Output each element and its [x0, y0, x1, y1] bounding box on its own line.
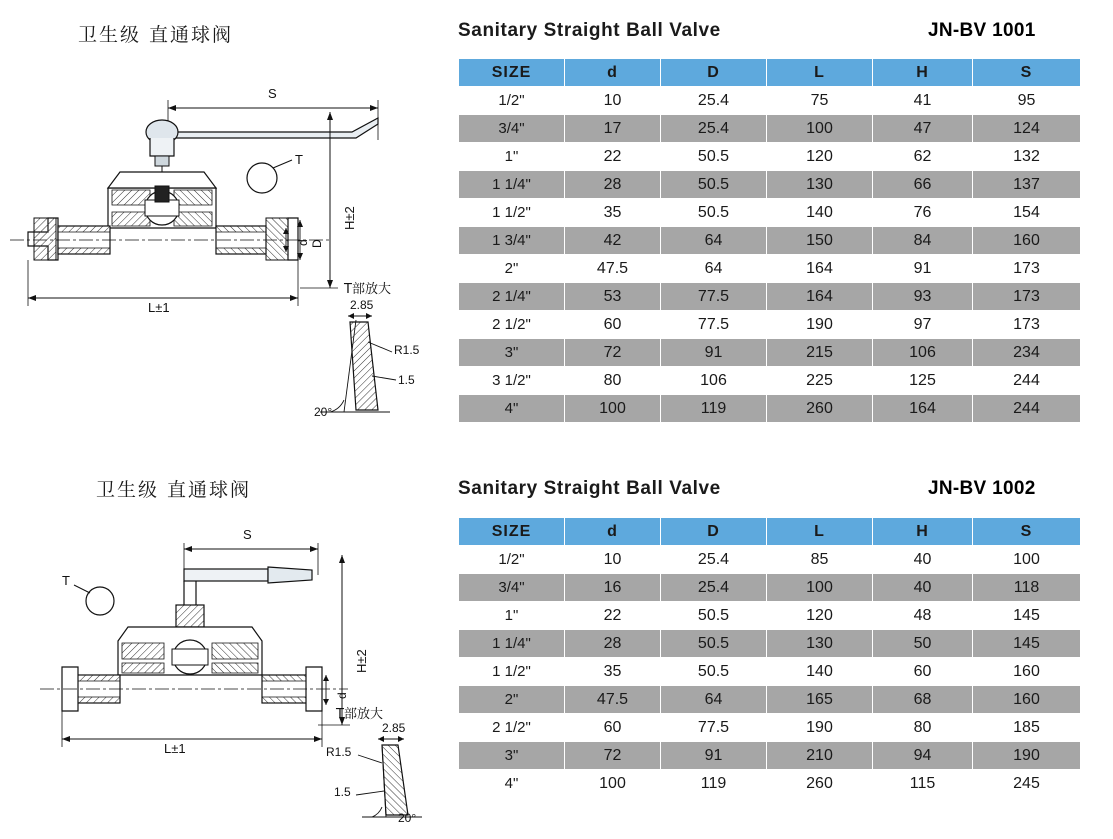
cell-d: 100: [565, 395, 661, 423]
table-header-size: SIZE: [459, 59, 565, 87]
cell-l: 210: [767, 742, 873, 770]
cell-d: 53: [565, 283, 661, 311]
cell-size: 3/4": [459, 574, 565, 602]
cell-size: 2 1/4": [459, 283, 565, 311]
dimension-label-d-small-1: d: [296, 239, 310, 246]
english-title-1: Sanitary Straight Ball Valve: [458, 20, 721, 41]
valve-drawing-svg-2: [0, 513, 450, 833]
cell-size: 2": [459, 255, 565, 283]
cell-d: 25.4: [661, 574, 767, 602]
cell-s: 160: [973, 658, 1081, 686]
detail-dim-285-2: 2.85: [382, 721, 406, 735]
cell-h: 40: [873, 546, 973, 574]
cell-h: 76: [873, 199, 973, 227]
valve-drawing-2: [0, 513, 450, 833]
cell-h: 47: [873, 115, 973, 143]
cell-d: 64: [661, 227, 767, 255]
cell-h: 60: [873, 658, 973, 686]
cell-d: 91: [661, 742, 767, 770]
cell-d: 25.4: [661, 546, 767, 574]
cell-s: 160: [973, 227, 1081, 255]
cell-l: 140: [767, 199, 873, 227]
table-row: [459, 630, 1081, 658]
cell-l: 190: [767, 714, 873, 742]
cell-s: 145: [973, 630, 1081, 658]
cell-d: 50.5: [661, 143, 767, 171]
cell-l: 120: [767, 602, 873, 630]
cell-d: 50.5: [661, 630, 767, 658]
cell-d: 42: [565, 227, 661, 255]
cell-l: 164: [767, 283, 873, 311]
cell-l: 215: [767, 339, 873, 367]
cell-d: 60: [565, 311, 661, 339]
cell-size: 1": [459, 143, 565, 171]
table-header-l: L: [767, 59, 873, 87]
cell-size: 1 3/4": [459, 227, 565, 255]
cell-d: 47.5: [565, 255, 661, 283]
cell-s: 244: [973, 367, 1081, 395]
table-header-l: L: [767, 518, 873, 546]
cell-size: 2": [459, 686, 565, 714]
cell-d: 17: [565, 115, 661, 143]
table-row: [459, 171, 1081, 199]
cell-d: 50.5: [661, 199, 767, 227]
cell-d: 25.4: [661, 115, 767, 143]
cell-l: 75: [767, 87, 873, 115]
table-row: [459, 115, 1081, 143]
table-body: [459, 546, 1081, 798]
cell-s: 173: [973, 283, 1081, 311]
product-section-1002: [0, 455, 1113, 839]
cell-d: 22: [565, 143, 661, 171]
cell-l: 150: [767, 227, 873, 255]
english-title-2: Sanitary Straight Ball Valve: [458, 478, 721, 499]
cell-d: 64: [661, 686, 767, 714]
cell-d: 77.5: [661, 283, 767, 311]
cell-size: 1": [459, 602, 565, 630]
cell-d: 119: [661, 395, 767, 423]
table-header-d: D: [661, 518, 767, 546]
cell-h: 93: [873, 283, 973, 311]
table-header-s: S: [973, 518, 1081, 546]
cell-s: 132: [973, 143, 1081, 171]
cell-d: 47.5: [565, 686, 661, 714]
cell-size: 2 1/2": [459, 311, 565, 339]
table-row: [459, 339, 1081, 367]
cell-s: 190: [973, 742, 1081, 770]
dimension-label-d-large-1: D: [310, 239, 324, 248]
dimension-label-l-2: L±1: [164, 741, 186, 756]
table-row: [459, 87, 1081, 115]
cell-l: 225: [767, 367, 873, 395]
dimension-label-h-2: H±2: [354, 649, 369, 673]
table-header-d: d: [565, 518, 661, 546]
table-row: [459, 686, 1081, 714]
dimension-label-t-1: T: [295, 152, 303, 167]
table-row: [459, 143, 1081, 171]
cell-l: 130: [767, 171, 873, 199]
model-number-1: JN-BV 1001: [928, 20, 1036, 41]
cell-l: 100: [767, 115, 873, 143]
table-row: [459, 283, 1081, 311]
cell-s: 244: [973, 395, 1081, 423]
valve-drawing-svg-1: [0, 60, 450, 440]
cell-l: 120: [767, 143, 873, 171]
cell-d: 64: [661, 255, 767, 283]
table-row: [459, 546, 1081, 574]
table-row: [459, 311, 1081, 339]
cell-size: 1 1/2": [459, 199, 565, 227]
cell-d: 100: [565, 770, 661, 798]
detail-dim-15-2: 1.5: [334, 785, 351, 799]
table-row: [459, 574, 1081, 602]
cell-h: 50: [873, 630, 973, 658]
cell-s: 100: [973, 546, 1081, 574]
cell-s: 137: [973, 171, 1081, 199]
cell-l: 85: [767, 546, 873, 574]
cell-h: 115: [873, 770, 973, 798]
cell-d: 77.5: [661, 311, 767, 339]
cell-size: 4": [459, 770, 565, 798]
cell-s: 154: [973, 199, 1081, 227]
dimension-label-d-small-2: d: [335, 692, 349, 699]
cell-d: 35: [565, 199, 661, 227]
cell-h: 91: [873, 255, 973, 283]
chinese-title-2: 卫生级 直通球阀: [96, 479, 252, 501]
table-header-h: H: [873, 59, 973, 87]
detail-dim-285-1: 2.85: [350, 298, 374, 312]
cell-l: 130: [767, 630, 873, 658]
table-row: [459, 199, 1081, 227]
cell-h: 80: [873, 714, 973, 742]
cell-d: 16: [565, 574, 661, 602]
cell-d: 72: [565, 339, 661, 367]
table-header-size: SIZE: [459, 518, 565, 546]
cell-l: 100: [767, 574, 873, 602]
table-row: [459, 714, 1081, 742]
cell-d: 25.4: [661, 87, 767, 115]
table-row: [459, 602, 1081, 630]
table-header-d: D: [661, 59, 767, 87]
cell-h: 94: [873, 742, 973, 770]
cell-size: 1 1/4": [459, 171, 565, 199]
cell-d: 28: [565, 171, 661, 199]
cell-l: 164: [767, 255, 873, 283]
cell-h: 62: [873, 143, 973, 171]
detail-title-1: T部放大: [344, 282, 391, 297]
dimension-label-h-1: H±2: [342, 206, 357, 230]
cell-h: 164: [873, 395, 973, 423]
cell-l: 165: [767, 686, 873, 714]
cell-size: 3": [459, 742, 565, 770]
table-header-row: [459, 59, 1081, 87]
cell-s: 173: [973, 255, 1081, 283]
cell-d: 22: [565, 602, 661, 630]
cell-size: 2 1/2": [459, 714, 565, 742]
cell-d: 50.5: [661, 602, 767, 630]
cell-h: 84: [873, 227, 973, 255]
cell-h: 66: [873, 171, 973, 199]
detail-dim-r15-2: R1.5: [326, 745, 352, 759]
cell-h: 97: [873, 311, 973, 339]
table-body: [459, 87, 1081, 423]
cell-d: 91: [661, 339, 767, 367]
dimension-label-l-1: L±1: [148, 300, 170, 315]
cell-size: 1/2": [459, 546, 565, 574]
valve-drawing-1: [0, 60, 450, 440]
cell-s: 185: [973, 714, 1081, 742]
chinese-title-1: 卫生级 直通球阀: [78, 24, 234, 46]
cell-d: 119: [661, 770, 767, 798]
table-row: [459, 770, 1081, 798]
cell-d: 10: [565, 546, 661, 574]
cell-size: 4": [459, 395, 565, 423]
cell-s: 118: [973, 574, 1081, 602]
cell-s: 145: [973, 602, 1081, 630]
cell-d: 77.5: [661, 714, 767, 742]
cell-s: 95: [973, 87, 1081, 115]
cell-s: 160: [973, 686, 1081, 714]
cell-d: 60: [565, 714, 661, 742]
detail-title-2: T部放大: [336, 707, 383, 722]
cell-size: 1/2": [459, 87, 565, 115]
dimension-label-s-1: S: [268, 86, 277, 101]
dimension-label-s-2: S: [243, 527, 252, 542]
table-header-d: d: [565, 59, 661, 87]
cell-size: 3": [459, 339, 565, 367]
cell-s: 245: [973, 770, 1081, 798]
cell-s: 234: [973, 339, 1081, 367]
cell-l: 140: [767, 658, 873, 686]
cell-l: 190: [767, 311, 873, 339]
table-header-h: H: [873, 518, 973, 546]
cell-h: 125: [873, 367, 973, 395]
cell-size: 1 1/2": [459, 658, 565, 686]
cell-d: 72: [565, 742, 661, 770]
table-row: [459, 227, 1081, 255]
model-number-2: JN-BV 1002: [928, 478, 1036, 499]
cell-l: 260: [767, 770, 873, 798]
cell-d: 28: [565, 630, 661, 658]
cell-s: 124: [973, 115, 1081, 143]
table-row: [459, 367, 1081, 395]
spec-table-1001: [458, 58, 1081, 423]
detail-angle-2: 20°: [398, 811, 417, 825]
cell-h: 40: [873, 574, 973, 602]
table-header-row: [459, 518, 1081, 546]
cell-d: 50.5: [661, 658, 767, 686]
table-row: [459, 742, 1081, 770]
cell-h: 106: [873, 339, 973, 367]
cell-size: 1 1/4": [459, 630, 565, 658]
table-row: [459, 255, 1081, 283]
detail-dim-r15-1: R1.5: [394, 343, 420, 357]
detail-dim-15-1: 1.5: [398, 373, 415, 387]
cell-d: 50.5: [661, 171, 767, 199]
cell-d: 10: [565, 87, 661, 115]
cell-s: 173: [973, 311, 1081, 339]
cell-d: 106: [661, 367, 767, 395]
detail-angle-1: 20°: [314, 405, 333, 419]
cell-size: 3/4": [459, 115, 565, 143]
cell-d: 80: [565, 367, 661, 395]
table-header-s: S: [973, 59, 1081, 87]
table-row: [459, 395, 1081, 423]
cell-h: 41: [873, 87, 973, 115]
dimension-label-t-2: T: [62, 573, 70, 588]
cell-l: 260: [767, 395, 873, 423]
spec-table-1002: [458, 517, 1081, 798]
table-row: [459, 658, 1081, 686]
cell-size: 3 1/2": [459, 367, 565, 395]
cell-h: 48: [873, 602, 973, 630]
cell-h: 68: [873, 686, 973, 714]
cell-d: 35: [565, 658, 661, 686]
